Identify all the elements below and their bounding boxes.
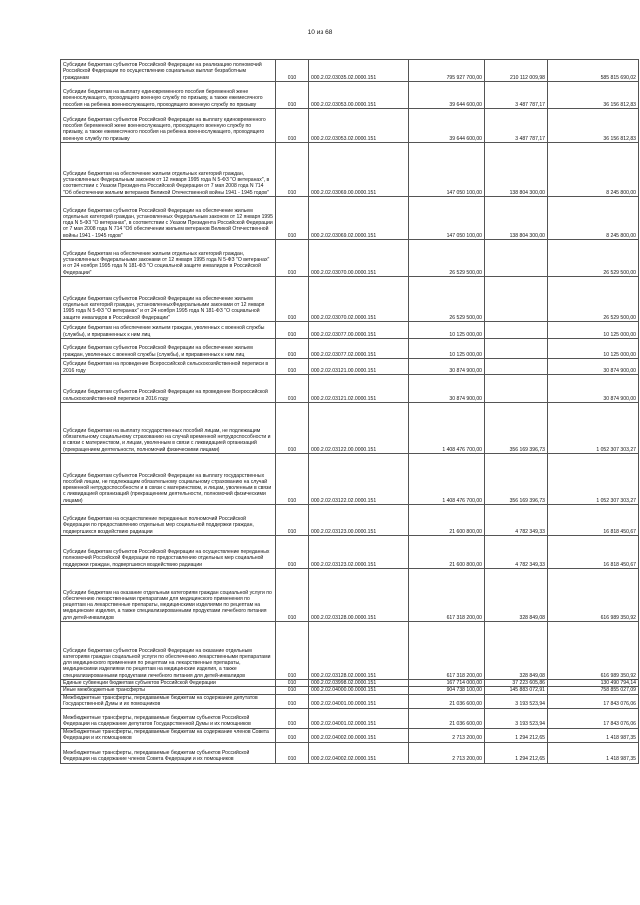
row-approved: 617 318 200,00 <box>409 569 485 622</box>
row-code: 010 <box>276 60 309 82</box>
row-approved: 1 408 476 700,00 <box>409 454 485 505</box>
row-kbk: 000.2.02.03128.00.0000.151 <box>309 569 409 622</box>
row-unexecuted: 26 529 500,00 <box>548 240 639 277</box>
page-number: 10 из 68 <box>307 29 333 36</box>
row-kbk: 000.2.02.04001.02.0000.151 <box>309 708 409 728</box>
row-executed: 210 112 009,98 <box>485 60 548 82</box>
table-row <box>61 375 639 403</box>
row-approved: 1 408 476 700,00 <box>409 403 485 454</box>
row-unexecuted: 8 245 800,00 <box>548 197 639 240</box>
table-row <box>61 536 639 569</box>
row-name: Субсидии бюджетам на осуществление переданных полномочий Российской Федерации по предоставлению отдельных мер социальной поддержки граждан, подвергшихся воздействию радиации <box>61 505 276 536</box>
row-unexecuted: 1 052 307 303,27 <box>548 454 639 505</box>
row-approved: 2 713 200,00 <box>409 742 485 763</box>
row-kbk: 000.2.02.03121.00.0000.151 <box>309 359 409 375</box>
row-kbk: 000.2.02.03122.00.0000.151 <box>309 403 409 454</box>
row-executed: 4 782 349,33 <box>485 536 548 569</box>
row-kbk: 000.2.02.03069.02.0000.151 <box>309 197 409 240</box>
row-kbk: 000.2.02.03998.02.0000.151 <box>309 680 409 687</box>
table-row <box>61 569 639 622</box>
row-unexecuted: 130 490 794,14 <box>548 680 639 687</box>
table-row <box>61 143 639 197</box>
row-approved: 21 600 800,00 <box>409 536 485 569</box>
row-executed <box>485 359 548 375</box>
row-code: 010 <box>276 339 309 359</box>
row-code: 010 <box>276 505 309 536</box>
table-row <box>61 403 639 454</box>
row-executed: 3 193 523,94 <box>485 694 548 708</box>
row-name: Субсидии бюджетам на оказание отдельным категориям граждан социальной услуги по обеспечению лекарственными препаратами для медицинского применения по рецептам на лекарственные препараты, медицинскими изделиями по рецептам на медицинские изделия, а также специализированными продуктами лечебного питания для детей-инвалидов <box>61 569 276 622</box>
row-kbk: 000.2.02.03077.02.0000.151 <box>309 339 409 359</box>
row-unexecuted: 616 989 350,92 <box>548 622 639 680</box>
row-kbk: 000.2.02.04001.00.0000.151 <box>309 694 409 708</box>
row-code: 010 <box>276 82 309 109</box>
table-row <box>61 339 639 359</box>
row-unexecuted: 17 843 076,06 <box>548 708 639 728</box>
row-kbk: 000.2.02.04002.00.0000.151 <box>309 728 409 742</box>
row-approved: 30 874 900,00 <box>409 375 485 403</box>
row-approved: 30 874 900,00 <box>409 359 485 375</box>
row-approved: 617 318 200,00 <box>409 622 485 680</box>
row-unexecuted: 30 874 900,00 <box>548 359 639 375</box>
row-code: 010 <box>276 687 309 694</box>
row-executed <box>485 322 548 339</box>
row-name: Единые субвенции бюджетам субъектов Российской Федерации <box>61 680 276 687</box>
row-code: 010 <box>276 375 309 403</box>
row-code: 010 <box>276 622 309 680</box>
table-row <box>61 622 639 680</box>
row-unexecuted: 30 874 900,00 <box>548 375 639 403</box>
row-kbk: 000.2.02.04000.00.0000.151 <box>309 687 409 694</box>
row-executed <box>485 339 548 359</box>
row-code: 010 <box>276 728 309 742</box>
row-kbk: 000.2.02.03053.02.0000.151 <box>309 109 409 143</box>
row-name: Субсидии бюджетам субъектов Российской Федерации на обеспечение жильем отдельных категорий граждан, установленных Федеральным законом от 12 января 1995 года N 5-ФЗ "О ветеранах", в соответствии с Указом Президента Российской Федерации от 7 мая 2008 года N 714 "Об обеспечении жильем ветеранов Великой Отечественной войны 1941 - 1945 годов" <box>61 197 276 240</box>
row-code: 010 <box>276 277 309 322</box>
row-code: 010 <box>276 322 309 339</box>
row-code: 010 <box>276 403 309 454</box>
row-kbk: 000.2.02.03077.00.0000.151 <box>309 322 409 339</box>
table-row <box>61 687 639 694</box>
row-name: Межбюджетные трансферты, передаваемые бюджетам субъектов Российской Федерации на содержание депутатов Государственной Думы и их помощников <box>61 708 276 728</box>
table-row <box>61 109 639 143</box>
table-row <box>61 277 639 322</box>
row-executed: 328 849,08 <box>485 622 548 680</box>
table-row <box>61 680 639 687</box>
row-code: 010 <box>276 454 309 505</box>
row-unexecuted: 1 418 987,35 <box>548 742 639 763</box>
row-executed: 145 883 072,91 <box>485 687 548 694</box>
row-code: 010 <box>276 359 309 375</box>
row-name: Субсидии бюджетам субъектов Российской Федерации на проведение Всероссийской сельскохозяйственной переписи в 2016 году <box>61 375 276 403</box>
table-row <box>61 322 639 339</box>
row-approved: 39 644 600,00 <box>409 82 485 109</box>
row-executed: 356 169 396,73 <box>485 403 548 454</box>
row-executed: 3 487 787,17 <box>485 109 548 143</box>
row-unexecuted: 26 529 500,00 <box>548 277 639 322</box>
row-code: 010 <box>276 742 309 763</box>
row-kbk: 000.2.02.03069.00.0000.151 <box>309 143 409 197</box>
row-unexecuted: 36 156 812,83 <box>548 109 639 143</box>
row-name: Межбюджетные трансферты, передаваемые бюджетам на содержание членов Совета Федерации и их помощников <box>61 728 276 742</box>
row-executed: 1 294 212,65 <box>485 728 548 742</box>
row-kbk: 000.2.02.04002.02.0000.151 <box>309 742 409 763</box>
row-code: 010 <box>276 569 309 622</box>
row-executed <box>485 277 548 322</box>
row-executed: 3 487 787,17 <box>485 82 548 109</box>
row-kbk: 000.2.02.03035.02.0000.151 <box>309 60 409 82</box>
row-executed: 3 193 523,94 <box>485 708 548 728</box>
row-executed: 328 849,08 <box>485 569 548 622</box>
row-executed <box>485 375 548 403</box>
table-row <box>61 454 639 505</box>
row-kbk: 000.2.02.03121.02.0000.151 <box>309 375 409 403</box>
row-kbk: 000.2.02.03128.02.0000.151 <box>309 622 409 680</box>
row-code: 010 <box>276 197 309 240</box>
row-unexecuted: 10 125 000,00 <box>548 339 639 359</box>
row-kbk: 000.2.02.03123.00.0000.151 <box>309 505 409 536</box>
row-name: Межбюджетные трансферты, передаваемые бюджетам субъектов Российской Федерации на содержание членов Совета Федерации и их помощников <box>61 742 276 763</box>
row-approved: 904 738 100,00 <box>409 687 485 694</box>
row-name: Субсидии бюджетам на обеспечение жильем граждан, уволенных с военной службы (службы), и приравненных к ним лиц <box>61 322 276 339</box>
row-name: Иные межбюджетные трансферты <box>61 687 276 694</box>
row-name: Субсидии бюджетам субъектов Российской Федерации на выплату государственных пособий лицам, не подлежащим обязательному социальному страхованию на случай временной нетрудоспособности и в связи с материнством, и лицам, уволенным в связи с ликвидацией организаций (прекращением деятельности, полномочий физическими лицами) <box>61 454 276 505</box>
row-code: 010 <box>276 694 309 708</box>
row-kbk: 000.2.02.03070.00.0000.151 <box>309 240 409 277</box>
row-approved: 21 036 600,00 <box>409 708 485 728</box>
row-kbk: 000.2.02.03053.00.0000.151 <box>309 82 409 109</box>
row-approved: 2 713 200,00 <box>409 728 485 742</box>
row-executed <box>485 240 548 277</box>
table-row <box>61 197 639 240</box>
row-approved: 147 050 100,00 <box>409 197 485 240</box>
table-row <box>61 728 639 742</box>
table-row <box>61 694 639 708</box>
row-code: 010 <box>276 240 309 277</box>
row-approved: 39 644 600,00 <box>409 109 485 143</box>
row-approved: 167 714 000,00 <box>409 680 485 687</box>
row-name: Субсидии бюджетам субъектов Российской Федерации на обеспечение жильем граждан, уволенных с военной службы (службы), и приравненных к ним лиц <box>61 339 276 359</box>
row-unexecuted: 616 989 350,92 <box>548 569 639 622</box>
row-approved: 21 036 600,00 <box>409 694 485 708</box>
row-name: Субсидии бюджетам субъектов Российской Федерации на обеспечение жильем отдельных категорий граждан, установленныхФедеральными законами от 12 января 1995 года N 5-ФЗ "О ветеранах" и от 24 ноября 1995 года N 181-ФЗ "О социальной защите инвалидов в Российской Федерации" <box>61 277 276 322</box>
row-executed: 37 223 605,86 <box>485 680 548 687</box>
row-unexecuted: 585 815 690,02 <box>548 60 639 82</box>
row-unexecuted: 10 125 000,00 <box>548 322 639 339</box>
row-unexecuted: 1 418 987,35 <box>548 728 639 742</box>
row-unexecuted: 17 843 076,06 <box>548 694 639 708</box>
row-code: 010 <box>276 109 309 143</box>
row-name: Субсидии бюджетам субъектов Российской Федерации на оказание отдельным категориям граждан социальной услуги по обеспечению лекарственными препаратами для медицинского применения по рецептам на лекарственные препараты, медицинскими изделиями по рецептам на медицинские изделия, а также специализированными продуктами лечебного питания для детей-инвалидов <box>61 622 276 680</box>
table-row <box>61 505 639 536</box>
table-row <box>61 359 639 375</box>
budget-table <box>60 59 639 764</box>
row-code: 010 <box>276 536 309 569</box>
row-unexecuted: 16 818 450,67 <box>548 536 639 569</box>
row-executed: 4 782 349,33 <box>485 505 548 536</box>
row-approved: 10 125 000,00 <box>409 322 485 339</box>
row-kbk: 000.2.02.03070.02.0000.151 <box>309 277 409 322</box>
row-name: Межбюджетные трансферты, передаваемые бюджетам на содержание депутатов Государственной Думы и их помощников <box>61 694 276 708</box>
row-code: 010 <box>276 143 309 197</box>
row-name: Субсидии бюджетам на проведение Всероссийской сельскохозяйственной переписи в 2016 году <box>61 359 276 375</box>
table-row <box>61 240 639 277</box>
row-unexecuted: 16 818 450,67 <box>548 505 639 536</box>
row-code: 010 <box>276 680 309 687</box>
table-row <box>61 708 639 728</box>
row-name: Субсидии бюджетам на обеспечение жильем отдельных категорий граждан, установленных Федеральным законом от 12 января 1995 года N 5-ФЗ "О ветеранах", в соответствии с Указом Президента Российской Федерации от 7 мая 2008 года N 714 "Об обеспечении жильем ветеранов Великой Отечественной войны 1941 - 1945 годов" <box>61 143 276 197</box>
row-approved: 21 600 800,00 <box>409 505 485 536</box>
row-unexecuted: 1 052 307 303,27 <box>548 403 639 454</box>
row-approved: 10 125 000,00 <box>409 339 485 359</box>
row-unexecuted: 36 156 812,83 <box>548 82 639 109</box>
row-approved: 147 050 100,00 <box>409 143 485 197</box>
table-row <box>61 742 639 763</box>
row-name: Субсидии бюджетам на обеспечение жильем отдельных категорий граждан, установленных Федеральными законами от 12 января 1995 года N 5-ФЗ "О ветеранах" и от 24 ноября 1995 года N 181-ФЗ "О социальной защите инвалидов в Российской Федерации" <box>61 240 276 277</box>
row-name: Субсидии бюджетам на выплату единовременного пособия беременной жене военнослужащего, проходящего военную службу по призыву, а также ежемесячного пособия на ребенка военнослужащего, проходящего военную службу по призыву <box>61 82 276 109</box>
row-unexecuted: 8 245 800,00 <box>548 143 639 197</box>
row-name: Субсидии бюджетам субъектов Российской Федерации на реализацию полномочий Российской Федерации по осуществлению социальных выплат безработным гражданам <box>61 60 276 82</box>
row-executed: 138 804 300,00 <box>485 143 548 197</box>
row-unexecuted: 758 855 027,09 <box>548 687 639 694</box>
row-kbk: 000.2.02.03122.02.0000.151 <box>309 454 409 505</box>
budget-table-body <box>61 60 639 764</box>
row-approved: 26 529 500,00 <box>409 240 485 277</box>
row-name: Субсидии бюджетам субъектов Российской Федерации на осуществление переданных полномочий Российской Федерации по предоставлению отдельных мер социальной поддержки граждан, подвергшихся воздействию радиации <box>61 536 276 569</box>
row-executed: 1 294 212,65 <box>485 742 548 763</box>
row-approved: 26 529 500,00 <box>409 277 485 322</box>
row-name: Субсидии бюджетам субъектов Российской Федерации на выплату единовременного пособия беременной жене военнослужащего, проходящего военную службу по призыву, а также ежемесячного пособия на ребенка военнослужащего, проходящего военную службу по призыву <box>61 109 276 143</box>
row-approved: 795 927 700,00 <box>409 60 485 82</box>
row-kbk: 000.2.02.03123.02.0000.151 <box>309 536 409 569</box>
row-code: 010 <box>276 708 309 728</box>
row-name: Субсидии бюджетам на выплату государственных пособий лицам, не подлежащим обязательному социальному страхованию на случай временной нетрудоспособности и в связи с материнством, и лицам, уволенным в связи с ликвидацией организаций (прекращением деятельности, полномочий физическими лицами) <box>61 403 276 454</box>
row-executed: 138 804 300,00 <box>485 197 548 240</box>
row-executed: 356 169 396,73 <box>485 454 548 505</box>
table-row <box>61 82 639 109</box>
table-row <box>61 60 639 82</box>
